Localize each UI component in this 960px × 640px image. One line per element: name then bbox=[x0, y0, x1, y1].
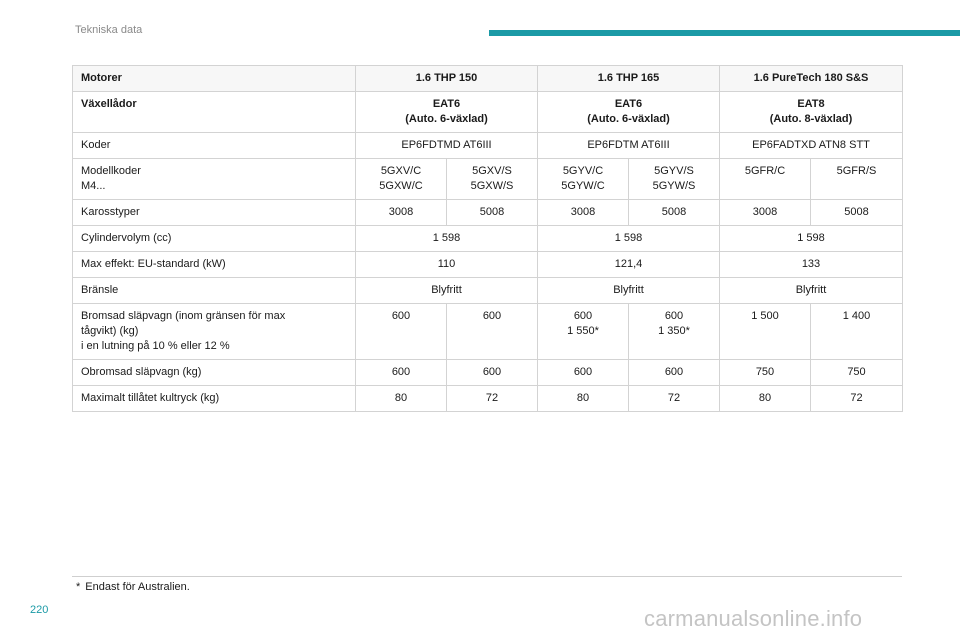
row-label-noseweight: Maximalt tillåtet kultryck (kg) bbox=[73, 386, 356, 412]
table-row-codes bbox=[73, 133, 903, 159]
model-code-cell: 5GXV/S 5GXW/S bbox=[447, 159, 538, 200]
table-row-body-types bbox=[73, 200, 903, 226]
noseweight-cell: 72 bbox=[811, 386, 903, 412]
table-row-model-codes bbox=[73, 159, 903, 200]
code-cell: EP6FDTMD AT6III bbox=[356, 133, 538, 159]
model-code-cell: 5GXV/C 5GXW/C bbox=[356, 159, 447, 200]
displacement-cell: 1 598 bbox=[720, 226, 903, 252]
row-label-codes: Koder bbox=[73, 133, 356, 159]
row-label-fuel: Bränsle bbox=[73, 278, 356, 304]
unbraked-trailer-cell: 750 bbox=[811, 360, 903, 386]
body-type-cell: 3008 bbox=[356, 200, 447, 226]
unbraked-trailer-cell: 600 bbox=[447, 360, 538, 386]
footnote-divider bbox=[72, 576, 902, 577]
table-row-gearbox bbox=[73, 92, 903, 133]
braked-trailer-cell: 600 1 350* bbox=[629, 304, 720, 360]
noseweight-cell: 72 bbox=[447, 386, 538, 412]
table-row-noseweight bbox=[73, 386, 903, 412]
noseweight-cell: 80 bbox=[720, 386, 811, 412]
fuel-cell: Blyfritt bbox=[720, 278, 903, 304]
noseweight-cell: 80 bbox=[356, 386, 447, 412]
engine-cell: 1.6 THP 150 bbox=[356, 66, 538, 92]
table-row-braked-trailer bbox=[73, 304, 903, 360]
unbraked-trailer-cell: 600 bbox=[356, 360, 447, 386]
table-row-engines bbox=[73, 66, 903, 92]
unbraked-trailer-cell: 750 bbox=[720, 360, 811, 386]
row-label-max-power: Max effekt: EU-standard (kW) bbox=[73, 252, 356, 278]
gearbox-cell: EAT8 (Auto. 8-växlad) bbox=[720, 92, 903, 133]
displacement-cell: 1 598 bbox=[538, 226, 720, 252]
braked-trailer-cell: 600 bbox=[447, 304, 538, 360]
max-power-cell: 133 bbox=[720, 252, 903, 278]
table-row-unbraked-trailer bbox=[73, 360, 903, 386]
noseweight-cell: 80 bbox=[538, 386, 629, 412]
braked-trailer-cell: 1 500 bbox=[720, 304, 811, 360]
max-power-cell: 121,4 bbox=[538, 252, 720, 278]
row-label-unbraked-trailer: Obromsad släpvagn (kg) bbox=[73, 360, 356, 386]
engine-cell: 1.6 PureTech 180 S&S bbox=[720, 66, 903, 92]
unbraked-trailer-cell: 600 bbox=[629, 360, 720, 386]
body-type-cell: 5008 bbox=[811, 200, 903, 226]
braked-trailer-cell: 600 1 550* bbox=[538, 304, 629, 360]
body-type-cell: 3008 bbox=[538, 200, 629, 226]
gearbox-cell: EAT6 (Auto. 6-växlad) bbox=[538, 92, 720, 133]
code-cell: EP6FADTXD ATN8 STT bbox=[720, 133, 903, 159]
gearbox-cell: EAT6 (Auto. 6-växlad) bbox=[356, 92, 538, 133]
row-label-gearbox: Växellådor bbox=[73, 92, 356, 133]
model-code-cell: 5GFR/S bbox=[811, 159, 903, 200]
row-label-engines: Motorer bbox=[73, 66, 356, 92]
braked-trailer-cell: 1 400 bbox=[811, 304, 903, 360]
body-type-cell: 5008 bbox=[629, 200, 720, 226]
unbraked-trailer-cell: 600 bbox=[538, 360, 629, 386]
braked-trailer-cell: 600 bbox=[356, 304, 447, 360]
fuel-cell: Blyfritt bbox=[356, 278, 538, 304]
body-type-cell: 5008 bbox=[447, 200, 538, 226]
footnote bbox=[76, 581, 190, 593]
fuel-cell: Blyfritt bbox=[538, 278, 720, 304]
technical-data-table bbox=[72, 65, 903, 412]
row-label-braked-trailer: Bromsad släpvagn (inom gränsen för max tågvikt) (kg) i en lutning på 10 % eller 12 % bbox=[73, 304, 356, 360]
max-power-cell: 110 bbox=[356, 252, 538, 278]
code-cell: EP6FDTM AT6III bbox=[538, 133, 720, 159]
table-row-displacement bbox=[73, 226, 903, 252]
model-code-cell: 5GFR/C bbox=[720, 159, 811, 200]
row-label-displacement: Cylindervolym (cc) bbox=[73, 226, 356, 252]
section-title: Tekniska data bbox=[75, 24, 143, 36]
engine-cell: 1.6 THP 165 bbox=[538, 66, 720, 92]
footnote-text: Endast för Australien. bbox=[85, 581, 190, 593]
footnote-mark: * bbox=[76, 581, 81, 593]
row-label-body-types: Karosstyper bbox=[73, 200, 356, 226]
noseweight-cell: 72 bbox=[629, 386, 720, 412]
body-type-cell: 3008 bbox=[720, 200, 811, 226]
table-row-max-power bbox=[73, 252, 903, 278]
page-number: 220 bbox=[30, 604, 49, 616]
header-accent-bar bbox=[489, 30, 960, 36]
watermark: carmanualsonline.info bbox=[644, 606, 863, 631]
displacement-cell: 1 598 bbox=[356, 226, 538, 252]
row-label-model-codes: Modellkoder M4... bbox=[73, 159, 356, 200]
model-code-cell: 5GYV/S 5GYW/S bbox=[629, 159, 720, 200]
table-row-fuel bbox=[73, 278, 903, 304]
model-code-cell: 5GYV/C 5GYW/C bbox=[538, 159, 629, 200]
